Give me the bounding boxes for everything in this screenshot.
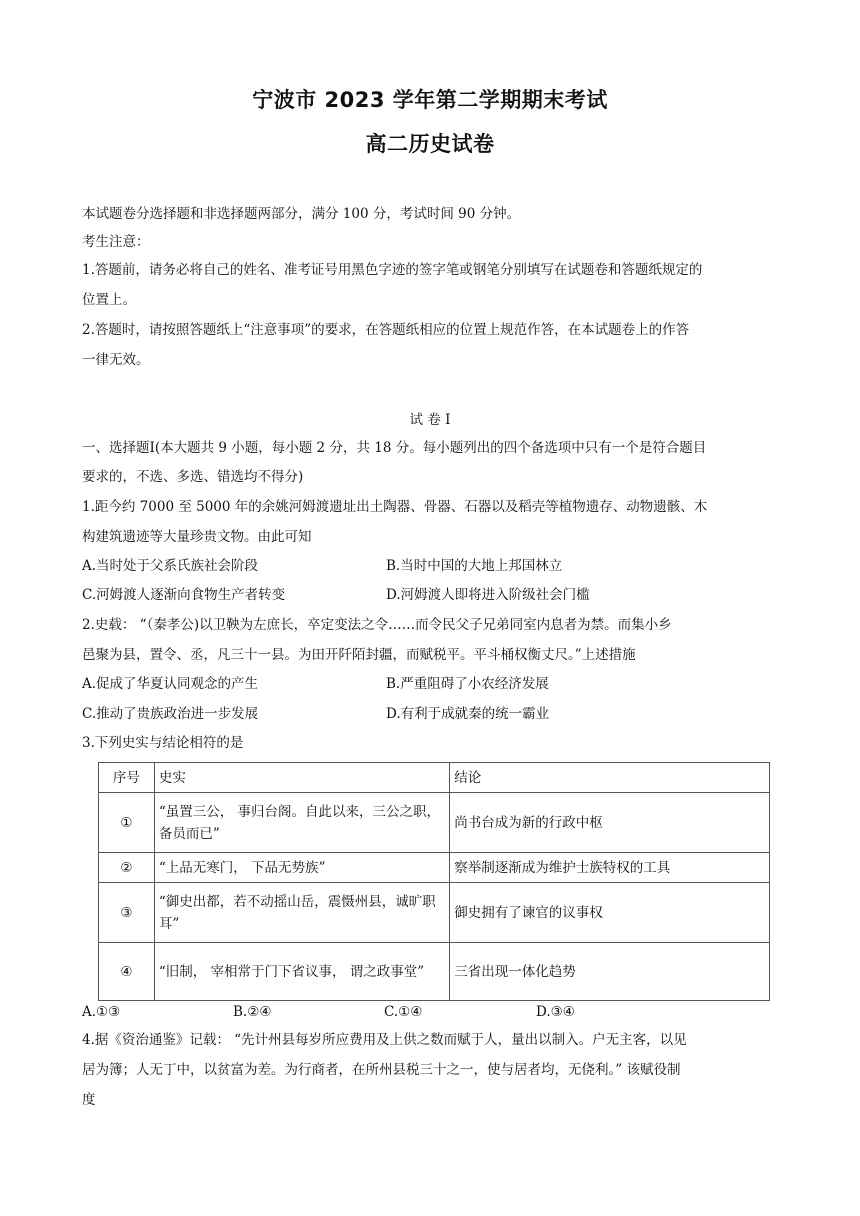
q2-option-c: C.推动了贵族政治进一步发展 <box>82 706 259 722</box>
section-desc-b: 要求的，不选、多选、错选均不得分) <box>82 469 304 485</box>
row-fact: “旧制， 宰相常于门下省议事， 谓之政事堂” <box>154 943 449 1001</box>
q1-stem-a: 1.距今约 7000 至 5000 年的余姚河姆渡遗址出土陶器、骨器、石器以及稻壳等植物遗存、动物遗骸、木 <box>82 499 708 515</box>
row-fact: “上品无寒门， 下品无势族” <box>154 853 449 883</box>
row-conclusion: 察举制逐渐成为维护士族特权的工具 <box>450 853 770 883</box>
section-desc-a: 一、选择题Ⅰ(本大题共 9 小题，每小题 2 分，共 18 分。每小题列出的四个备选项中只有一个是符合题目 <box>82 440 707 456</box>
table-row <box>99 793 770 853</box>
row-conclusion: 三省出现一体化趋势 <box>450 943 770 1001</box>
table-header-row <box>99 763 770 793</box>
q1-option-d: D.河姆渡人即将进入阶级社会门槛 <box>386 587 590 603</box>
q4-stem-b: 居为簿；人无丁中，以贫富为差。为行商者，在所州县税三十之一，使与居者均，无侥利。” 该赋役制 <box>82 1062 681 1078</box>
table-header-cell: 史实 <box>154 763 449 793</box>
row-conclusion: 尚书台成为新的行政中枢 <box>450 793 770 853</box>
row-number: ② <box>99 853 155 883</box>
row-number: ① <box>99 793 155 853</box>
notice-label: 考生注意： <box>82 234 150 250</box>
note-2-line-a: 2.答题时，请按照答题纸上“注意事项”的要求，在答题纸相应的位置上规范作答，在本试题卷上的作答 <box>82 322 690 338</box>
q3-stem: 3.下列史实与结论相符的是 <box>82 735 244 751</box>
q1-option-c: C.河姆渡人逐渐向食物生产者转变 <box>82 587 286 603</box>
table-header-cell: 结论 <box>450 763 770 793</box>
q3-option-c: C.①④ <box>384 1004 423 1020</box>
table-row <box>99 853 770 883</box>
q3-option-b: B.②④ <box>233 1004 272 1020</box>
q2-option-b: B.严重阻碍了小农经济发展 <box>386 676 549 692</box>
section-heading: 试 卷 I <box>409 412 451 428</box>
q1-option-a: A.当时处于父系氏族社会阶段 <box>82 558 259 574</box>
table-row <box>99 943 770 1001</box>
row-number: ④ <box>99 943 155 1001</box>
intro-line: 本试题卷分选择题和非选择题两部分，满分 100 分，考试时间 90 分钟。 <box>82 206 521 222</box>
q2-stem-b: 邑聚为县，置令、丞，凡三十一县。为田开阡陌封疆，而赋税平。平斗桶权衡丈尺。”上述措施 <box>82 647 636 663</box>
q4-stem-c: 度 <box>82 1092 96 1108</box>
q2-option-d: D.有利于成就秦的统一霸业 <box>386 706 550 722</box>
note-1-line-b: 位置上。 <box>82 292 136 308</box>
q2-option-a: A.促成了华夏认同观念的产生 <box>82 676 259 692</box>
q4-stem-a: 4.据《资治通鉴》记载： “先计州县每岁所应费用及上供之数而赋于人，量出以制入。户无主客，以见 <box>82 1032 687 1048</box>
row-fact: “虽置三公， 事归台阁。自此以来，三公之职， 备员而已” <box>154 793 449 853</box>
table-row <box>99 883 770 943</box>
note-1-line-a: 1.答题前，请务必将自己的姓名、准考证号用黑色字迹的签字笔或钢笔分别填写在试题卷和答题纸规定的 <box>82 262 703 278</box>
q1-option-b: B.当时中国的大地上邦国林立 <box>386 558 563 574</box>
q3-table <box>98 762 770 1001</box>
q2-stem-a: 2.史载： “（秦孝公)以卫鞅为左庶长，卒定变法之令……而令民父子兄弟同室内息者为禁。而集小乡 <box>82 617 672 633</box>
row-conclusion: 御史拥有了谏官的议事权 <box>450 883 770 943</box>
table-header-cell: 序号 <box>99 763 155 793</box>
q3-option-d: D.③④ <box>536 1004 575 1020</box>
q1-stem-b: 构建筑遗迹等大量珍贵文物。由此可知 <box>82 529 312 545</box>
exam-title: 宁波市 2023 学年第二学期期末考试 <box>252 88 608 112</box>
exam-subtitle: 高二历史试卷 <box>365 132 495 156</box>
note-2-line-b: 一律无效。 <box>82 352 150 368</box>
row-fact: “御史出都，若不动摇山岳，震慑州县，诚旷职耳” <box>154 883 449 943</box>
q3-option-a: A.①③ <box>82 1004 121 1020</box>
row-number: ③ <box>99 883 155 943</box>
